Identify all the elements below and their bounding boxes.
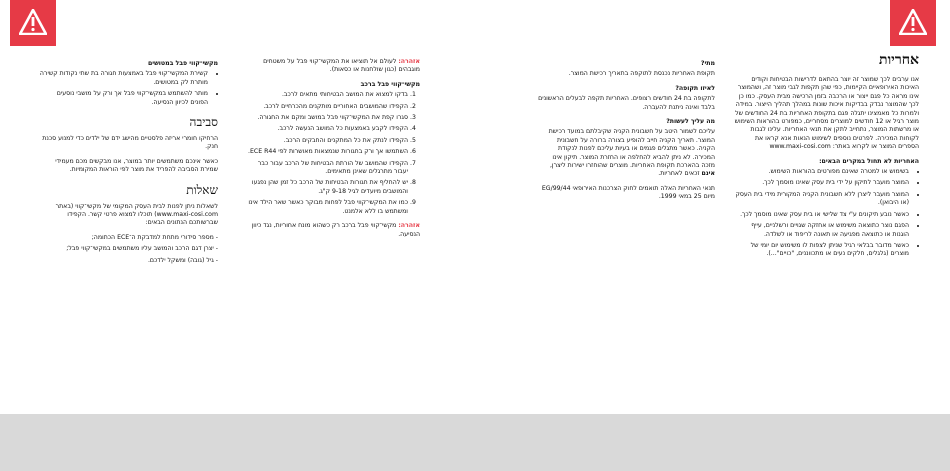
warning-badge-right — [890, 0, 936, 46]
list-item: • קשירת המקשי־קווי פבל באמצעות חגורה בת שתי נקודות קשירה מותרת לק במטושים. — [38, 70, 208, 87]
list-item: 7. הקפידו שהמושב של הורתת הבטיחות של הרכב עבור כבר יעבור מתרגלים שאינן מתאימים. — [244, 160, 408, 177]
warning-top-text: לעולם אל תוציאו את המקשי־קווי פבל על משטחים מוגבהים (כגון שולחנות או כסאות). — [263, 58, 420, 74]
warning-triangle-icon — [899, 9, 927, 35]
list-item: • מותר להשתמש במקשי־קווי פבל אך ורק על מושבי נוסעים הפונים לכיוון הנסיעה. — [38, 90, 208, 107]
list-item: 2. הקפידו שהמושבים האחוריים מותקנים מהכרחיים לרכב. — [244, 103, 408, 111]
warning-triangle-icon — [19, 9, 47, 35]
when-text: תקופת האחריות נכנסת לתוקפה בתאריך רכישת המוצר. — [568, 70, 715, 78]
accessories-title: מקשי־קווי פבל במטושים — [147, 60, 218, 67]
footer-band — [0, 414, 950, 471]
warning-bottom-text: מקשי־קווי פבל ברכב רק כשהוא מונח אחוריות, נגד כיוון הנסיעה. — [251, 222, 420, 238]
list-item: 6. השתמשו אך ורק בחגורות שנמצאות מאושרות לפי ECE R44. — [244, 148, 408, 156]
list-item: 8. יש להחליף את חגורות הבטיחות של הרכב כל זמן שהן נפגעו והמושבים מיועדים לגיל 9-18 ק"ג. — [244, 179, 408, 196]
list-item: 4. הקפידו לקבע באמצעות כל המושב הנעשה לרכב. — [244, 125, 408, 133]
environment-text-1: הרחיקו חומרי אריזה פלסטיים מהישג ידם של ילדים כדי למנוע סכנת חנק. — [42, 135, 218, 151]
warning-bottom — [244, 222, 420, 239]
warranty-intro: אנו ערבים לכך שמוצר זה יוצר בהתאם לדרישות הבטיחות וקודים האיכות האירופאיים הקיימות, כפי שהן תקפות לגבי מוצר זה, ושהמוצר אינו מראה כל פגם ייצור או הרכבה בזמן הרכישה מבית העסק. כמו כן לכך שהמוצר נבדק בבדיקות איכות שונות במהלך תהליך הייצור. במידה ולמרות כל מאמצינו יתגלה פגם בתקופת האחריות בת 24 החודשים של מוצר רגיל או 12 חודשים למוצרים מסחריים, כמפורט בהוראות השימוש או מרשתות המוצר, נתחייב לתקן את תנאי האחריות. עלינו לגבות לקוחות המכירה. לפרטים נוספים לשימוש הנאות אנא קראו את הספרים המוצר או לקרוא באתר: www.maxi-cosi.com — [734, 76, 919, 151]
howlong-text: לתקופה בת 24 חודשים רצופים. האחריות תקפה לבעלים הראשונים בלבד ואינה ניתנת להעברה. — [538, 95, 715, 111]
warranty-details-column — [538, 58, 715, 208]
environment-questions-column — [38, 58, 218, 271]
what-title: מה עליך לעשות? — [666, 118, 715, 126]
warning-label: אזהרה: — [398, 222, 420, 230]
list-item: - גיל (גובה) ומשקל ילדכם. — [38, 257, 218, 265]
what-text-b: זכאים לאחריות. — [658, 170, 700, 178]
exclusions-list — [733, 168, 919, 259]
what-text — [538, 128, 715, 178]
environment-title: סביבה — [189, 115, 218, 130]
car-use-column — [244, 58, 420, 245]
law-text: תנאי האחריות האלה תואמים לחוק הצרכנות האירופאי 99/44/EG מיום 25 במאי 1999. — [541, 184, 715, 201]
questions-title: שאלות — [186, 182, 218, 197]
install-title: מקשי־קווי פבל ברכב — [360, 80, 420, 88]
environment-text-2: כאשר אינכם משתמשים יותר במוצר, אנו מבקשים מכם מעמידי שמירת הסביבה להפריד את מוצר לפי הוראות המקומיות. — [55, 157, 218, 174]
list-item: • בשימוש או למטרה שאינם מפורטים בהוראות השימוש. — [733, 168, 909, 176]
warranty-column — [733, 52, 919, 265]
questions-list — [38, 234, 218, 265]
install-steps — [244, 91, 420, 216]
list-item: 1. בדקו למצוא את המושב הבטיחותי מתאים לרכב. — [244, 91, 408, 99]
list-item: • הפגם נוצר כתוצאה משימוש או אחזקה שגויים ורשלניים, עייף הוגנות או כתוצאה מפגיעה או תאונה לריפוד או לשלדה. — [733, 222, 909, 239]
warning-label: אזהרה: — [398, 58, 420, 65]
list-item: • המוצר מועבר ליצרן ללא חשבונית הקניה המקורית מידי בית העסק (או היבואן). — [733, 191, 909, 208]
list-item: 9. כמו את המקשי־קווי פבל לפחות מבוקר כאשר שאר הילד אינו ומשתמש בו ללא אלמנט. — [244, 199, 408, 216]
what-text-bold: אינם — [701, 170, 715, 178]
warning-top — [244, 58, 420, 75]
list-item: • המוצר מועבר לתיקון על ידי בית עסק שאינו מוסמך לכך. — [733, 179, 909, 187]
exclusions-title: האחריות לא תחול במקרים הבאים: — [819, 157, 919, 165]
list-item: • כאשר נובע תיקונים ע"י צד שלישי או בית עסק שאינו מוסמך לכך. — [733, 211, 909, 219]
list-item: - יצרן דגם הרכב והמושב עליו משתמשים במקשי־קווי פבל; — [38, 245, 218, 253]
warranty-title: אחריות — [879, 52, 919, 68]
list-item: • כאשר מדובר בבלאי רגיל שניתן לצפות לו משימוש יום יומי של מוצרים (גלגלים, חלקים נעים או מתכווננים, "כויים"...). — [733, 242, 909, 259]
list-item: 5. הקפידו לנתק את כל המתקנים והחבקים הרכב. — [244, 137, 408, 145]
what-text-a: עליכם לשמור היטב על חשבונית הקניה שקיבלתם במועד רכישת המוצר. תאריך הקניה חייב להופיע בצורה ברורה על חשבונית הקניה. כאשר מתגלים פגמים או בעיות עליכם לפנות לנקודת המכירה. לא ניתן להביא להחלפה או החזרת המוצר. תיקון אינו מזכה בהארכת תקופת האחריות. מוצרים שהוחזרו ישירות ליצרן, — [548, 128, 715, 170]
when-title: מתי? — [700, 60, 715, 67]
howlong-title: לאיזו תקופה? — [675, 84, 715, 92]
warning-badge-left — [10, 0, 56, 46]
list-item: 3. סגרו קפת את המקשי־קווי פבל במושב ומקם את החגורה. — [244, 114, 408, 122]
accessories-list — [38, 70, 218, 107]
list-item: - מספר סידורי מתחת למדבקת ה־ECE הכתומה; — [38, 234, 218, 242]
questions-text: לשאלות ניתן לפנות לבית העסק המקומי של מקשי־קווי (באתר www.maxi-cosi.com) תוכלו למצוא פרטי קשר. הקפידו שברשותכם הנתונים הבאים: — [55, 202, 218, 227]
